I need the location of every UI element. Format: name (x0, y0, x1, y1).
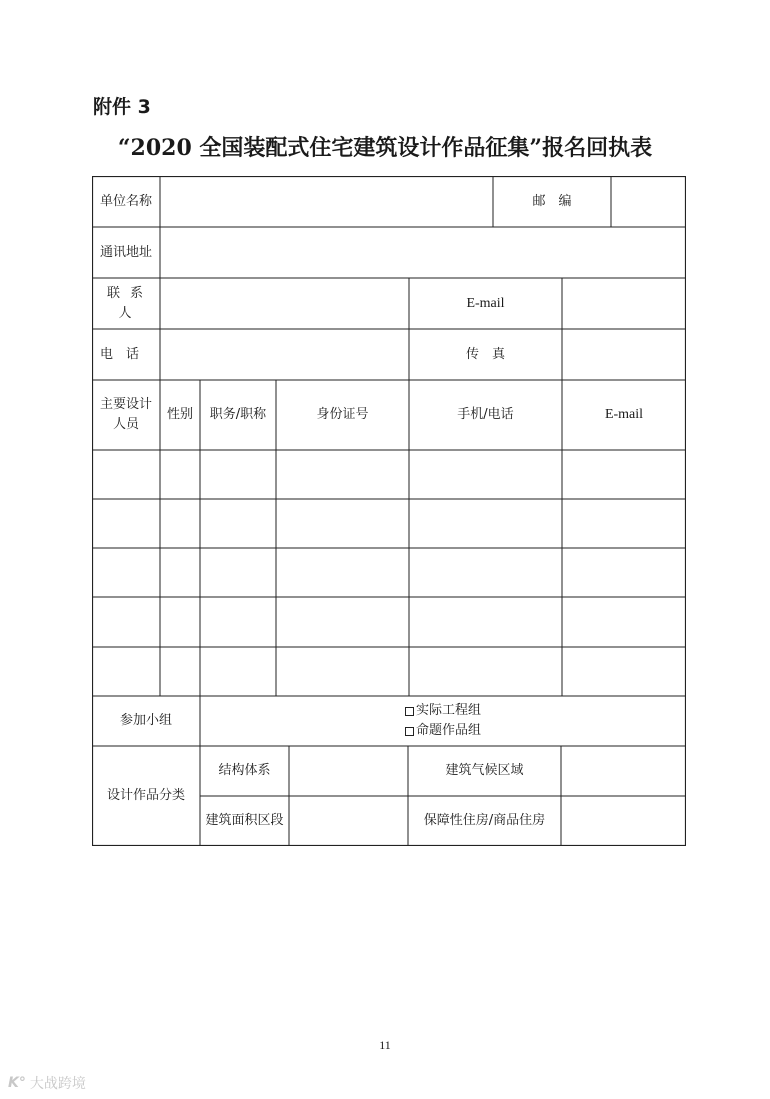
unit-name-label: 单位名称 (100, 193, 153, 209)
member-position-cell[interactable] (200, 499, 276, 548)
member-mobile-cell[interactable] (409, 450, 562, 499)
member-email-cell[interactable] (562, 548, 686, 597)
fax-field[interactable] (562, 329, 686, 380)
member-position-cell[interactable] (200, 647, 276, 696)
structure-system-field[interactable] (289, 746, 408, 796)
member-mobile-cell[interactable] (409, 597, 562, 647)
member-id-number-cell[interactable] (276, 499, 409, 548)
main-designers-line2: 人员 (112, 417, 139, 432)
group-option-proposition-label: 命题作品组 (415, 723, 481, 738)
group-label: 参加小组 (119, 713, 172, 728)
group-option-proposition[interactable] (405, 721, 481, 741)
member-gender-cell[interactable] (160, 499, 200, 548)
member-id-number-cell[interactable] (276, 647, 409, 696)
gender-header: 性别 (166, 407, 193, 422)
member-position-cell[interactable] (200, 597, 276, 647)
checkbox-icon[interactable] (405, 707, 414, 716)
address-field[interactable] (160, 227, 686, 278)
member-gender-cell[interactable] (160, 548, 200, 597)
postcode-field[interactable] (611, 176, 686, 227)
watermark (8, 1073, 86, 1093)
mobile-header: 手机/电话 (457, 407, 514, 422)
member-email-cell[interactable] (562, 597, 686, 647)
email-label: E-mail (466, 295, 505, 311)
member-email-cell[interactable] (562, 450, 686, 499)
id-number-header: 身份证号 (316, 407, 369, 422)
form-title: “2020 全国装配式住宅建筑设计作品征集”报名回执表 (117, 135, 653, 161)
member-email-cell[interactable] (562, 647, 686, 696)
main-designers-label (92, 380, 160, 450)
main-designers-line1: 主要设计 (99, 397, 152, 412)
climate-zone-label: 建筑气候区域 (445, 763, 524, 778)
attachment-label: 附件 3 (93, 96, 151, 118)
member-designer-cell[interactable] (92, 647, 160, 696)
group-option-actual[interactable] (405, 701, 481, 721)
member-id-number-cell[interactable] (276, 548, 409, 597)
member-position-cell[interactable] (200, 450, 276, 499)
member-designer-cell[interactable] (92, 548, 160, 597)
member-gender-cell[interactable] (160, 647, 200, 696)
member-designer-cell[interactable] (92, 499, 160, 548)
member-email-header: E-mail (604, 407, 644, 422)
email-field[interactable] (562, 278, 686, 329)
checkbox-icon[interactable] (405, 727, 414, 736)
member-mobile-cell[interactable] (409, 647, 562, 696)
member-designer-cell[interactable] (92, 597, 160, 647)
structure-system-label: 结构体系 (218, 763, 271, 778)
climate-zone-field[interactable] (561, 746, 686, 796)
member-position-cell[interactable] (200, 548, 276, 597)
member-mobile-cell[interactable] (409, 499, 562, 548)
registration-form-table (92, 176, 686, 846)
unit-name-field[interactable] (160, 176, 493, 227)
group-options (200, 696, 686, 746)
member-id-number-cell[interactable] (276, 597, 409, 647)
contact-field[interactable] (160, 278, 409, 329)
housing-type-field[interactable] (561, 796, 686, 846)
position-header: 职务/职称 (209, 407, 267, 422)
category-label: 设计作品分类 (106, 788, 185, 803)
housing-type-label: 保障性住房/商品住房 (423, 813, 546, 828)
phone-field[interactable] (160, 329, 409, 380)
postcode-label: 邮 编 (532, 193, 572, 209)
watermark-text: 大战跨境 (29, 1076, 86, 1092)
member-gender-cell[interactable] (160, 597, 200, 647)
member-mobile-cell[interactable] (409, 548, 562, 597)
phone-label: 电 话 (100, 346, 140, 362)
area-range-field[interactable] (289, 796, 408, 846)
member-gender-cell[interactable] (160, 450, 200, 499)
fax-label: 传 真 (465, 346, 505, 362)
watermark-logo-icon: K° (8, 1075, 26, 1091)
contact-label: 联系人 (106, 285, 153, 321)
member-email-cell[interactable] (562, 499, 686, 548)
address-label: 通讯地址 (100, 244, 153, 260)
page-number: 11 (379, 1038, 391, 1052)
group-option-actual-label: 实际工程组 (415, 703, 481, 718)
area-range-label: 建筑面积区段 (205, 813, 284, 828)
member-designer-cell[interactable] (92, 450, 160, 499)
member-id-number-cell[interactable] (276, 450, 409, 499)
